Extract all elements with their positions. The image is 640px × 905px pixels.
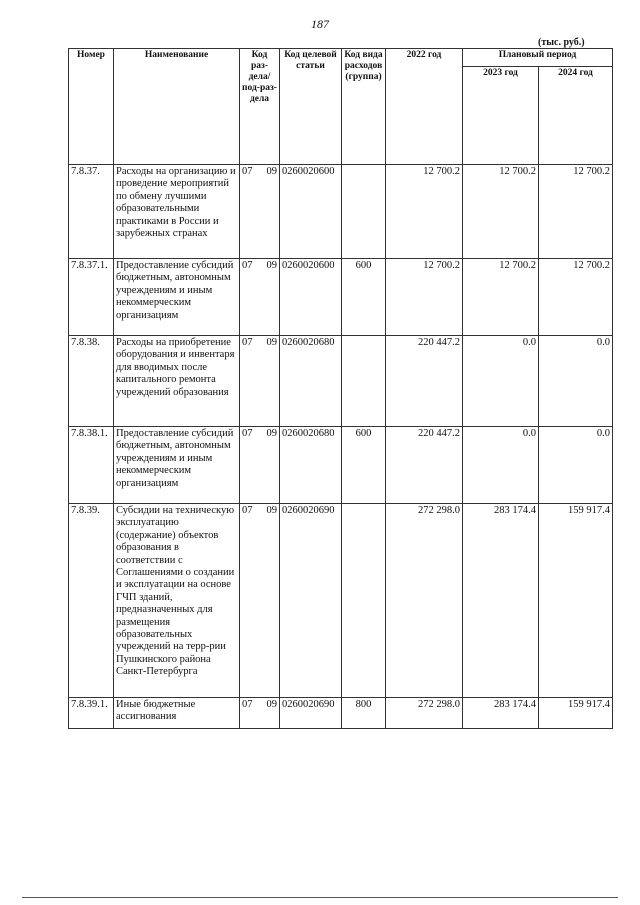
header-year-2024: 2024 год — [539, 67, 613, 165]
table-row — [69, 427, 613, 504]
row-razdel-code: 07 — [242, 699, 253, 710]
row-2024: 12 700.2 — [539, 259, 613, 336]
row-celevaya: 0260020680 — [280, 336, 342, 427]
page-bottom-rule — [22, 897, 618, 898]
row-number: 7.8.38. — [69, 336, 114, 427]
row-razdel — [240, 504, 280, 698]
row-2024: 0.0 — [539, 427, 613, 504]
header-planned-period: Плановый период — [463, 49, 613, 67]
row-2023: 0.0 — [463, 336, 539, 427]
row-podrazdel-code: 09 — [266, 337, 277, 348]
row-number: 7.8.38.1. — [69, 427, 114, 504]
row-podrazdel-code: 09 — [266, 166, 277, 177]
row-celevaya: 0260020600 — [280, 259, 342, 336]
row-2024: 159 917.4 — [539, 504, 613, 698]
row-razdel — [240, 259, 280, 336]
row-name: Предоставление субсидий бюджетным, автономным учреждениям и иным некоммерческим организациям — [114, 427, 240, 504]
row-2022: 220 447.2 — [386, 427, 463, 504]
row-2023: 283 174.4 — [463, 504, 539, 698]
row-2023: 12 700.2 — [463, 259, 539, 336]
row-celevaya: 0260020690 — [280, 698, 342, 729]
table-row — [69, 336, 613, 427]
header-naimenovanie: Наименование — [114, 49, 240, 165]
row-name: Предоставление субсидий бюджетным, автономным учреждениям и иным некоммерческим организациям — [114, 259, 240, 336]
row-2024: 12 700.2 — [539, 165, 613, 259]
row-name: Субсидии на техническую эксплуатацию (содержание) объектов образования в соответствии с Соглашениями о создании и эксплуатации на основе ГЧП зданий, предназначенных для размещения образовательных учреждений на терр-рии Пушкинского района Санкт-Петербурга — [114, 504, 240, 698]
row-number: 7.8.37.1. — [69, 259, 114, 336]
header-year-2023: 2023 год — [463, 67, 539, 165]
header-nomer: Номер — [69, 49, 114, 165]
row-vid: 800 — [342, 698, 386, 729]
table-header — [69, 49, 613, 165]
row-celevaya: 0260020600 — [280, 165, 342, 259]
units-label: (тыс. руб.) — [538, 37, 585, 48]
row-2022: 12 700.2 — [386, 259, 463, 336]
row-razdel-code: 07 — [242, 428, 253, 439]
table-row — [69, 698, 613, 729]
row-razdel-code: 07 — [242, 260, 253, 271]
row-number: 7.8.39.1. — [69, 698, 114, 729]
row-number: 7.8.39. — [69, 504, 114, 698]
header-kod-razdela: Код раз-дела/ под-раз-дела — [240, 49, 280, 165]
row-2023: 0.0 — [463, 427, 539, 504]
header-kod-celevoy: Код целевой статьи — [280, 49, 342, 165]
row-name: Иные бюджетные ассигнования — [114, 698, 240, 729]
row-podrazdel-code: 09 — [266, 428, 277, 439]
row-vid — [342, 165, 386, 259]
row-vid — [342, 336, 386, 427]
table-row — [69, 259, 613, 336]
row-celevaya: 0260020690 — [280, 504, 342, 698]
row-vid: 600 — [342, 427, 386, 504]
table-row — [69, 504, 613, 698]
row-podrazdel-code: 09 — [266, 260, 277, 271]
row-2022: 272 298.0 — [386, 698, 463, 729]
row-2022: 272 298.0 — [386, 504, 463, 698]
row-podrazdel-code: 09 — [266, 505, 277, 516]
row-razdel — [240, 698, 280, 729]
row-podrazdel-code: 09 — [266, 699, 277, 710]
row-razdel — [240, 165, 280, 259]
row-vid: 600 — [342, 259, 386, 336]
row-2023: 283 174.4 — [463, 698, 539, 729]
row-name: Расходы на организацию и проведение мероприятий по обмену лучшими образовательными практиками в России и зарубежных странах — [114, 165, 240, 259]
table-row — [69, 165, 613, 259]
row-name: Расходы на приобретение оборудования и инвентаря для вводимых после капитального ремонта учреждений образования — [114, 336, 240, 427]
row-razdel-code: 07 — [242, 166, 253, 177]
budget-table — [68, 48, 613, 729]
row-number: 7.8.37. — [69, 165, 114, 259]
row-2022: 220 447.2 — [386, 336, 463, 427]
row-2024: 159 917.4 — [539, 698, 613, 729]
row-celevaya: 0260020680 — [280, 427, 342, 504]
row-2022: 12 700.2 — [386, 165, 463, 259]
row-razdel — [240, 336, 280, 427]
row-razdel-code: 07 — [242, 337, 253, 348]
row-razdel-code: 07 — [242, 505, 253, 516]
row-2023: 12 700.2 — [463, 165, 539, 259]
header-kod-vida: Код вида расходов (группа) — [342, 49, 386, 165]
row-vid — [342, 504, 386, 698]
header-year-2022: 2022 год — [386, 49, 463, 165]
page-number: 187 — [311, 17, 329, 31]
row-2024: 0.0 — [539, 336, 613, 427]
row-razdel — [240, 427, 280, 504]
